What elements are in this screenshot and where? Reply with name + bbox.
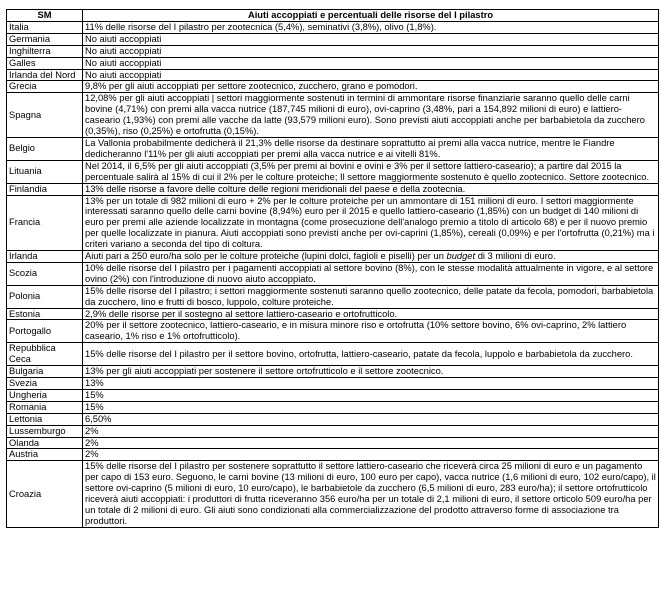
country-cell: Austria bbox=[7, 449, 83, 461]
description-cell: 15% delle risorse del I pilastro per sostenere soprattutto il settore lattiero-caseario che riceverà circa 25 milioni di euro e un pagamento per capo di 153 euro. Seguono, le carni bovine (13 milioni di euro, 100 euro per capo), vacca nutrice (1,6 milioni di euro, 102 euro/capo), il settore ovi-caprino (5 milioni di euro, 10 euro/capo), le barbabietole da zucchero (6,5 milioni di euro, 283 euro/ha); il settore ortofrutticolo riceverà aiuti accoppiati: i produttori di frutta riceveranno 356 euro/ha per un totale di 2,1 milioni di euro, il settore orticolo 509 euro/ha per un totale di 2 milioni di euro. Gli aiuti sono condizionati alla commercializzazione del prodotto attraverso forme di associazione tra produttori. bbox=[83, 461, 659, 527]
table-row bbox=[7, 437, 659, 449]
table-row bbox=[7, 251, 659, 263]
country-cell: Romania bbox=[7, 401, 83, 413]
country-cell: Ungheria bbox=[7, 389, 83, 401]
document-page bbox=[6, 9, 658, 528]
country-cell: Germania bbox=[7, 33, 83, 45]
table-row bbox=[7, 461, 659, 527]
table-row bbox=[7, 183, 659, 195]
description-cell: No aiuti accoppiati bbox=[83, 69, 659, 81]
header-description: Aiuti accoppiati e percentuali delle risorse del I pilastro bbox=[83, 10, 659, 22]
description-cell: 2% bbox=[83, 437, 659, 449]
country-cell: Estonia bbox=[7, 308, 83, 320]
table-row bbox=[7, 389, 659, 401]
table-row bbox=[7, 425, 659, 437]
country-cell: Lussemburgo bbox=[7, 425, 83, 437]
description-cell: 20% per il settore zootecnico, lattiero-caseario, e in misura minore riso e ortofrutta (10% settore bovino, 6% ovi-caprino, 2% lattiero caseario, 1% riso e 1% ortofrutticolo). bbox=[83, 320, 659, 343]
description-cell: 15% bbox=[83, 389, 659, 401]
country-cell: Galles bbox=[7, 57, 83, 69]
table-row bbox=[7, 160, 659, 183]
country-cell: Lettonia bbox=[7, 413, 83, 425]
description-cell: La Vallonia probabilmente dedicherà il 21,3% delle risorse da destinare soprattutto ai premi alla vacca nutrice, mentre le Fiandre dedicheranno l'11% per gli aiuti accoppiati per premi alla vacca nutrice e ai vitelli 81%. bbox=[83, 137, 659, 160]
country-cell: Lituania bbox=[7, 160, 83, 183]
description-cell: 9,8% per gli aiuti accoppiati per settore zootecnico, zucchero, grano e pomodori. bbox=[83, 81, 659, 93]
country-cell: Spagna bbox=[7, 93, 83, 138]
country-cell: Grecia bbox=[7, 81, 83, 93]
table-row bbox=[7, 401, 659, 413]
table-row bbox=[7, 33, 659, 45]
description-cell: No aiuti accoppiati bbox=[83, 57, 659, 69]
country-cell: Portogallo bbox=[7, 320, 83, 343]
country-cell: Croazia bbox=[7, 461, 83, 527]
table-row bbox=[7, 57, 659, 69]
country-cell: Francia bbox=[7, 195, 83, 251]
header-country: SM bbox=[7, 10, 83, 22]
table-row bbox=[7, 366, 659, 378]
description-cell: 15% delle risorse del I pilastro per il settore bovino, ortofrutta, lattiero-caseario, patate da fecola, luppolo e barbabietola da zucchero. bbox=[83, 343, 659, 366]
description-cell: 13% per gli aiuti accoppiati per sostenere il settore ortofrutticolo e il settore zootecnico. bbox=[83, 366, 659, 378]
description-cell: 12,08% per gli aiuti accoppiati | settori maggiormente sostenuti in termini di ammontare risorse finanziarie saranno quello delle carni bovine (4,71%) con premi alla vacca nutrice (187,745 milioni di euro), ovi-caprino (3,48%, pari a 154,892 milioni di euro) e lattiero-caseario (1,93%) con premi alle vacche da latte (93,579 milioni euro). Sono previsti aiuti accoppiati anche per barbabietola da zucchero (0,35%), riso (0,25%) e ortofrutta (0,15%). bbox=[83, 93, 659, 138]
coupled-aid-table bbox=[6, 9, 659, 528]
country-cell: Polonia bbox=[7, 285, 83, 308]
table-row bbox=[7, 45, 659, 57]
table-row bbox=[7, 262, 659, 285]
table-row bbox=[7, 195, 659, 251]
description-cell: 13% bbox=[83, 378, 659, 390]
country-cell: Svezia bbox=[7, 378, 83, 390]
description-cell bbox=[83, 251, 659, 263]
table-row bbox=[7, 449, 659, 461]
country-cell: Repubblica Ceca bbox=[7, 343, 83, 366]
description-cell: 13% delle risorse a favore delle colture delle regioni meridionali del paese e della zootecnia. bbox=[83, 183, 659, 195]
description-cell: No aiuti accoppiati bbox=[83, 45, 659, 57]
country-cell: Inghilterra bbox=[7, 45, 83, 57]
table-row bbox=[7, 285, 659, 308]
description-cell: 15% bbox=[83, 401, 659, 413]
table-row bbox=[7, 21, 659, 33]
table-row bbox=[7, 343, 659, 366]
description-cell: 15% delle risorse del I pilastro; i settori maggiormente sostenuti saranno quello zootecnico, delle patate da fecola, pomodori, barbabietola da zucchero, lino e frutti di bosco, luppolo, colture proteiche. bbox=[83, 285, 659, 308]
irlanda-text-after: di 3 milioni di euro. bbox=[475, 251, 556, 262]
description-cell: 2,9% delle risorse per il sostegno al settore lattiero-caseario e ortofrutticolo. bbox=[83, 308, 659, 320]
description-cell: 11% delle risorse del I pilastro per zootecnica (5,4%), seminativi (3,8%), olivo (1,8%). bbox=[83, 21, 659, 33]
description-cell: 2% bbox=[83, 425, 659, 437]
table-row bbox=[7, 81, 659, 93]
country-cell: Belgio bbox=[7, 137, 83, 160]
description-cell: 13% per un totale di 982 milioni di euro + 2% per le colture proteiche per un ammontare di 151 milioni di euro. I settori maggiormente interessati saranno quello delle carni bovine (8,94%) euro per il 2015 e quello lattiero-caseario (1,85%) con un budget di 140 milioni di euro per premi alle aziende localizzate in montagna (come prosecuzione dell'analogo premio a titolo di articolo 68) e per il nuovo premio per quelle localizzate in pianura. Aiuti accoppiati sono previsti anche per ovi-caprini (1,85%), cereali (0,09%) e per l'ortofrutta (0,21%) ma i criteri variano a seconda del tipo di coltura. bbox=[83, 195, 659, 251]
table-row bbox=[7, 137, 659, 160]
description-cell: 6,50% bbox=[83, 413, 659, 425]
description-cell: No aiuti accoppiati bbox=[83, 33, 659, 45]
description-cell: 10% delle risorse del I pilastro per i pagamenti accoppiati al settore bovino (8%), con le stesse modalità attualmente in vigore, e al settore ovino (2%) con l'introduzione di nuovo aiuto accoppiato. bbox=[83, 262, 659, 285]
country-cell: Finlandia bbox=[7, 183, 83, 195]
description-cell: 2% bbox=[83, 449, 659, 461]
country-cell: Irlanda bbox=[7, 251, 83, 263]
country-cell: Bulgaria bbox=[7, 366, 83, 378]
country-cell: Italia bbox=[7, 21, 83, 33]
irlanda-text-before: Aiuti pari a 250 euro/ha solo per le colture proteiche (lupini dolci, fagioli e piselli) per un bbox=[85, 251, 447, 262]
table-row bbox=[7, 308, 659, 320]
table-row bbox=[7, 93, 659, 138]
table-row bbox=[7, 69, 659, 81]
table-row bbox=[7, 413, 659, 425]
table-row bbox=[7, 320, 659, 343]
country-cell: Scozia bbox=[7, 262, 83, 285]
irlanda-text-italic: budget bbox=[446, 251, 476, 262]
table-row bbox=[7, 378, 659, 390]
country-cell: Olanda bbox=[7, 437, 83, 449]
table-header-row bbox=[7, 10, 659, 22]
country-cell: Irlanda del Nord bbox=[7, 69, 83, 81]
description-cell: Nel 2014, il 6,5% per gli aiuti accoppiati (3,5% per premi ai bovini e ovini e 3% per il settore lattiero-caseario); a partire dal 2015 la percentuale salirà al 15% di cui il 2% per le colture proteiche; Il settore maggiormente sostenuto è quello zootecnico. Settore zootecnico. bbox=[83, 160, 659, 183]
